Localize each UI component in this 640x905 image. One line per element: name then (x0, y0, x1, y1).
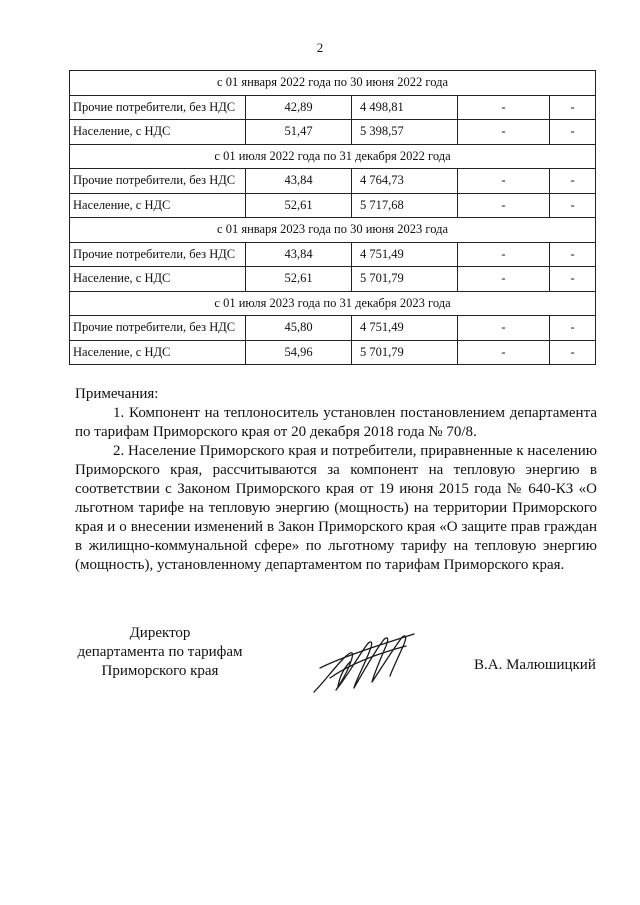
value-cell: 5 701,79 (352, 340, 458, 365)
period-row (70, 291, 596, 316)
table-row (70, 120, 596, 145)
dash-cell: - (550, 242, 596, 267)
value-cell: 42,89 (246, 95, 352, 120)
signatory-title-line: Директор (129, 625, 191, 641)
table-row (70, 340, 596, 365)
consumer-cell: Население, с НДС (70, 193, 246, 218)
value-cell: 51,47 (246, 120, 352, 145)
value-cell: 45,80 (246, 316, 352, 341)
consumer-cell: Прочие потребители, без НДС (70, 316, 246, 341)
period-row (70, 218, 596, 243)
dash-cell: - (458, 169, 550, 194)
table-row (70, 169, 596, 194)
value-cell: 4 764,73 (352, 169, 458, 194)
tariff-table (69, 70, 596, 365)
consumer-cell: Население, с НДС (70, 340, 246, 365)
table-row (70, 95, 596, 120)
dash-cell: - (550, 267, 596, 292)
table-row (70, 193, 596, 218)
signer-name: В.А. Малюшицкий (474, 657, 596, 673)
value-cell: 43,84 (246, 242, 352, 267)
dash-cell: - (550, 316, 596, 341)
period-row (70, 144, 596, 169)
handwritten-signature (310, 628, 418, 698)
notes-title: Примечания: (75, 386, 159, 402)
consumer-cell: Население, с НДС (70, 267, 246, 292)
period-label: с 01 июля 2023 года по 31 декабря 2023 года (70, 291, 596, 316)
period-label: с 01 января 2022 года по 30 июня 2022 года (70, 71, 596, 96)
value-cell: 5 701,79 (352, 267, 458, 292)
dash-cell: - (458, 193, 550, 218)
page-number: 2 (316, 40, 324, 55)
value-cell: 52,61 (246, 267, 352, 292)
value-cell: 4 751,49 (352, 316, 458, 341)
period-label: с 01 января 2023 года по 30 июня 2023 года (70, 218, 596, 243)
value-cell: 5 717,68 (352, 193, 458, 218)
dash-cell: - (458, 340, 550, 365)
value-cell: 4 751,49 (352, 242, 458, 267)
note-item: 2. Население Приморского края и потребители, приравненные к населению Приморского края, рассчитываются за компонент на тепловую энергию в соответствии с Законом Приморского края от 19 июня 2015 года № 640-КЗ «О льготном тарифе на тепловую энергию (мощность) на территории Приморского края и о внесении изменений в Закон Приморского края «О защите прав граждан в жилищно-коммунальной сфере» по льготному тарифу на тепловую энергию (мощность), установленному департаментом по тарифам Приморского края. (75, 443, 597, 573)
dash-cell: - (550, 340, 596, 365)
period-row (70, 71, 596, 96)
value-cell: 43,84 (246, 169, 352, 194)
consumer-cell: Прочие потребители, без НДС (70, 242, 246, 267)
period-label: с 01 июля 2022 года по 31 декабря 2022 года (70, 144, 596, 169)
signatory-position (60, 624, 260, 681)
notes-section (75, 385, 597, 575)
consumer-cell: Прочие потребители, без НДС (70, 169, 246, 194)
dash-cell: - (550, 193, 596, 218)
dash-cell: - (458, 120, 550, 145)
signatory-title-line: департамента по тарифам (77, 644, 243, 660)
table-row (70, 267, 596, 292)
value-cell: 4 498,81 (352, 95, 458, 120)
consumer-cell: Прочие потребители, без НДС (70, 95, 246, 120)
dash-cell: - (550, 169, 596, 194)
dash-cell: - (550, 95, 596, 120)
dash-cell: - (458, 242, 550, 267)
dash-cell: - (458, 316, 550, 341)
table-row (70, 316, 596, 341)
value-cell: 5 398,57 (352, 120, 458, 145)
dash-cell: - (550, 120, 596, 145)
dash-cell: - (458, 267, 550, 292)
signatory-title-line: Приморского края (101, 663, 219, 679)
note-item: 1. Компонент на теплоноситель установлен постановлением департамента по тарифам Приморского края от 20 декабря 2018 года № 70/8. (75, 405, 597, 440)
value-cell: 52,61 (246, 193, 352, 218)
dash-cell: - (458, 95, 550, 120)
table-row (70, 242, 596, 267)
value-cell: 54,96 (246, 340, 352, 365)
consumer-cell: Население, с НДС (70, 120, 246, 145)
